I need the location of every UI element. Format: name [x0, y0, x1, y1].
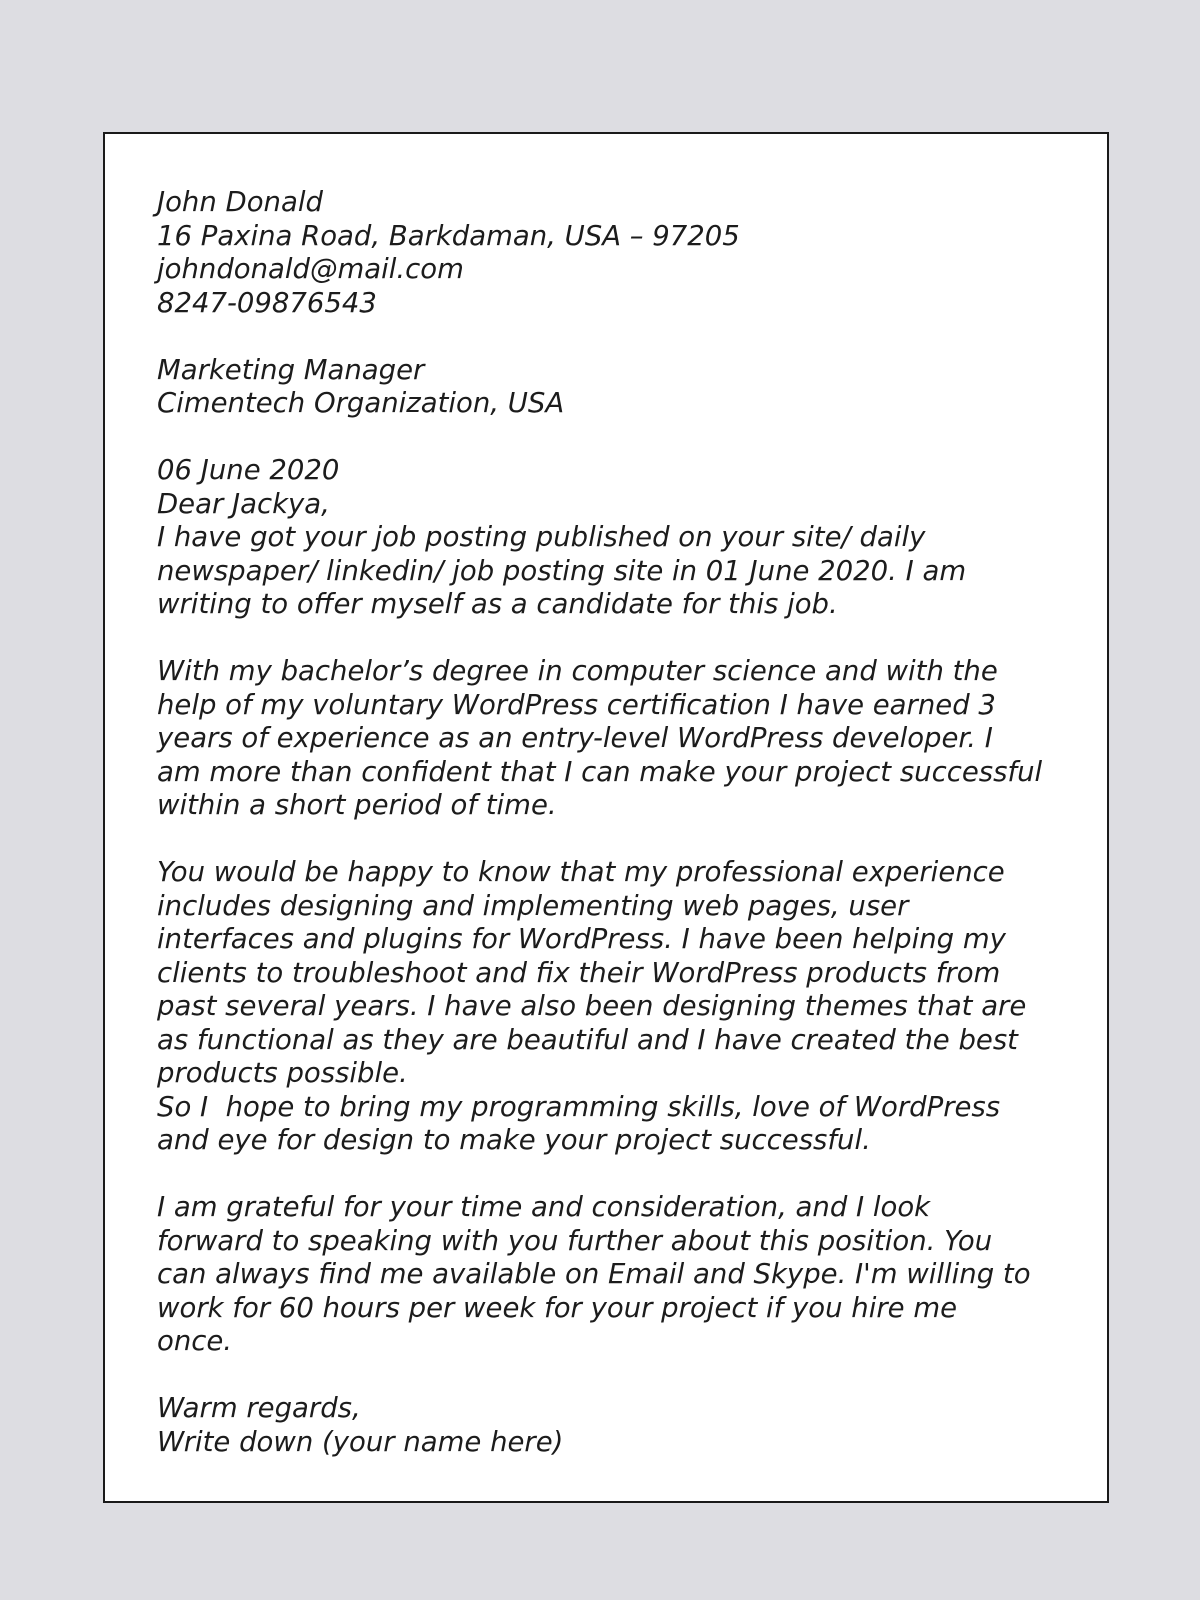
spacer: [157, 1158, 1077, 1192]
spacer: [157, 1359, 1077, 1393]
paragraph-line: writing to offer myself as a candidate for this job.: [157, 588, 838, 620]
sender-name: John Donald: [157, 186, 323, 218]
paragraph-closing: [157, 1191, 1077, 1359]
sender-email: johndonald@mail.com: [157, 253, 464, 285]
paragraph-line: as functional as they are beautiful and I have created the best: [157, 1023, 1018, 1056]
paragraph-line: once.: [157, 1325, 233, 1357]
paragraph-education: [157, 655, 1077, 823]
paragraph-line: can always find me available on Email and Skype. I'm willing to: [157, 1258, 1031, 1290]
recipient-organization: Cimentech Organization, USA: [157, 387, 565, 419]
letter-date: 06 June 2020: [157, 454, 340, 486]
sender-phone: 8247-09876543: [157, 286, 377, 319]
paragraph-line: forward to speaking with you further about this position. You: [157, 1224, 993, 1257]
paragraph-line: So I hope to bring my programming skills, love of WordPress: [157, 1090, 1001, 1123]
spacer: [157, 421, 1077, 455]
paragraph-line: products possible.: [157, 1057, 408, 1089]
paragraph-line: I have got your job posting published on your site/ daily: [157, 521, 926, 553]
cover-letter-body: [157, 186, 1077, 1459]
paragraph-line: work for 60 hours per week for your project if you hire me: [157, 1291, 958, 1324]
spacer: [157, 823, 1077, 857]
paragraph-line: am more than confident that I can make your project successful: [157, 755, 1043, 788]
paragraph-line: includes designing and implementing web pages, user: [157, 889, 909, 922]
paragraph-line: newspaper/ linkedin/ job posting site in 01 June 2020. I am: [157, 554, 967, 587]
paragraph-intro: [157, 521, 1077, 622]
paragraph-line: and eye for design to make your project successful.: [157, 1124, 871, 1156]
paragraph-line: within a short period of time.: [157, 789, 557, 821]
salutation: Dear Jackya,: [157, 487, 330, 520]
signature-line: Write down (your name here): [157, 1425, 564, 1458]
spacer: [157, 622, 1077, 656]
spacer: [157, 320, 1077, 354]
paragraph-line: You would be happy to know that my professional experience: [157, 856, 1005, 888]
paragraph-line: interfaces and plugins for WordPress. I have been helping my: [157, 923, 1006, 955]
complimentary-close: Warm regards,: [157, 1392, 361, 1424]
letter-page: [103, 132, 1109, 1503]
paragraph-experience: [157, 856, 1077, 1158]
paragraph-line: With my bachelor’s degree in computer science and with the: [157, 655, 998, 687]
paragraph-line: clients to troubleshoot and fix their WordPress products from: [157, 956, 1001, 989]
paragraph-line: help of my voluntary WordPress certification I have earned 3: [157, 688, 996, 721]
paragraph-line: past several years. I have also been designing themes that are: [157, 990, 1027, 1022]
sender-address: 16 Paxina Road, Barkdaman, USA – 97205: [157, 219, 740, 252]
recipient-title: Marketing Manager: [157, 353, 425, 386]
paragraph-line: I am grateful for your time and consideration, and I look: [157, 1191, 931, 1223]
paragraph-line: years of experience as an entry-level WordPress developer. I: [157, 722, 993, 754]
